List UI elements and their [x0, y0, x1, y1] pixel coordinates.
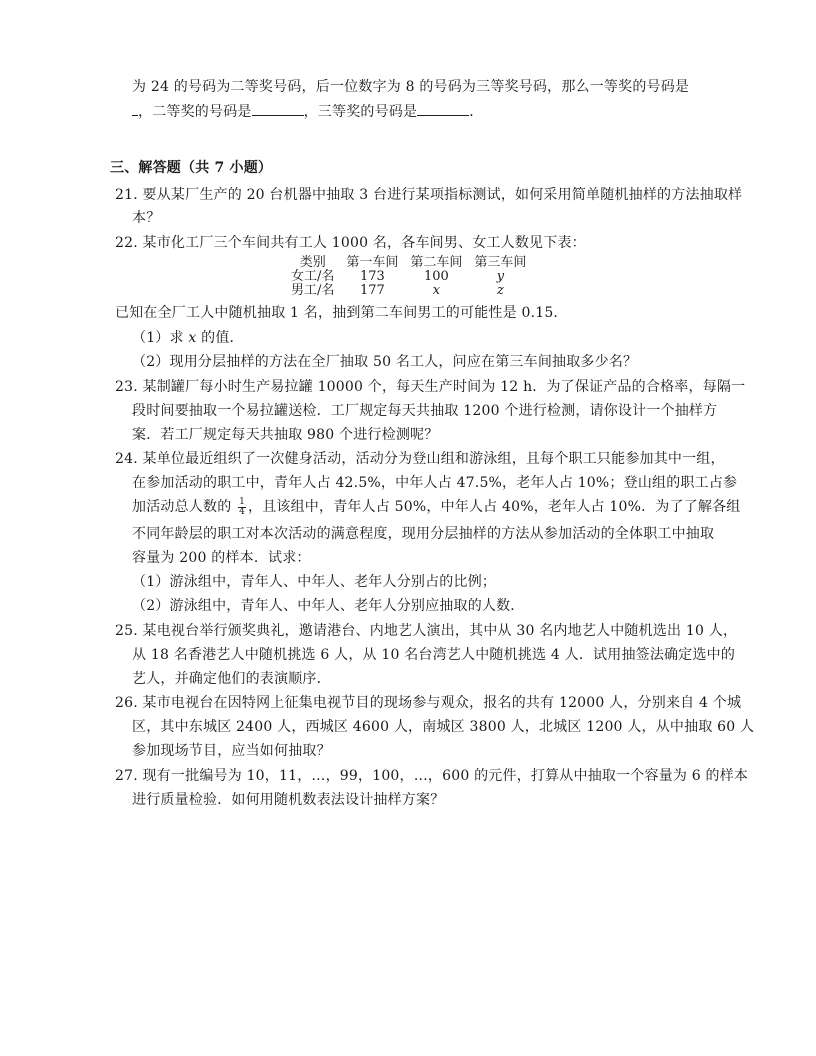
intro-line-1: 为 24 的号码为二等奖号码，后一位数字为 8 的号码为三等奖号码，那么一等奖的号码是 [132, 79, 690, 95]
q24-line-4: 不同年龄层的职工对本次活动的满意程度，现用分层抽样的方法从参加活动的全体职工中抽取 [132, 526, 715, 542]
q24-line-3 [132, 497, 741, 517]
intro-line-2c: ． [469, 104, 484, 120]
q26-line-1: 26. 某市电视台在因特网上征集电视节目的现场参与观众，报名的共有 12000 人，分别来自 4 个城 [115, 695, 742, 711]
answer-blank-second-prize[interactable] [252, 102, 304, 116]
worker-count-table [285, 256, 532, 298]
table-cell: x [432, 283, 441, 298]
q23-line-1: 23. 某制罐厂每小时生产易拉罐 10000 个，每天生产时间为 12 h．为了保证产品的合格率，每隔一 [115, 379, 746, 395]
q24-sub-2: （2）游泳组中，青年人、中年人、老年人分别应抽取的人数． [132, 598, 525, 614]
q22-sub-1 [132, 328, 244, 348]
intro-line-2b: ，三等奖的号码是 [303, 104, 418, 120]
q25-line-2: 从 18 名香港艺人中随机挑选 6 人，从 10 名台湾艺人中随机挑选 4 人．试用抽签法确定选中的 [132, 647, 736, 663]
q24-sub-1: （1）游泳组中，青年人、中年人、老年人分别占的比例； [132, 574, 497, 590]
q24-line-3-text: 加活动总人数的 [132, 499, 237, 515]
answer-blank-third-prize[interactable] [417, 102, 469, 116]
fraction-numerator: 1 [239, 496, 245, 507]
q25-line-1: 25. 某电视台举行颁奖典礼，邀请港台、内地艺人演出，其中从 30 名内地艺人中随机选出 10 人， [115, 623, 738, 639]
table-header-row [285, 256, 532, 270]
q22-sub-1-text: （1）求 [132, 330, 189, 346]
q22-sub-2: （2）现用分层抽样的方法在全厂抽取 50 名工人，问应在第三车间抽取多少名？ [132, 354, 638, 370]
q22-sub-1-text-end: 的值． [196, 330, 244, 346]
fraction-denominator: 4 [239, 506, 245, 517]
table-header: 类别 [299, 255, 326, 270]
table-cell: 173 [359, 269, 385, 284]
q23-line-2: 段时间要抽取一个易拉罐送检．工厂规定每天共抽取 1200 个进行检测，请你设计一个抽样方 [132, 403, 718, 419]
q26-line-3: 参加现场节目，应当如何抽取？ [132, 743, 331, 759]
q24-line-3-text-end: ，且该组中，青年人占 50%，中年人占 40%，老年人占 10%．为了了解各组 [248, 499, 741, 515]
q27-line-2: 进行质量检验．如何用随机数表法设计抽样方案？ [132, 792, 445, 808]
q27-line-1: 27. 现有一批编号为 10，11，…，99，100，…，600 的元件，打算从中抽取一个容量为 6 的样本 [115, 768, 749, 784]
table-header: 第三车间 [474, 255, 527, 270]
section-title: 三、解答题（共 7 小题） [110, 160, 273, 176]
q24-line-1: 24. 某单位最近组织了一次健身活动，活动分为登山组和游泳组，且每个职工只能参加其中一组， [115, 451, 725, 467]
q22-sub-1-variable: x [188, 330, 197, 346]
table-cell: 女工/名 [291, 269, 335, 284]
table-row [285, 284, 532, 298]
table-cell: 男工/名 [291, 283, 335, 298]
q26-line-2: 区，其中东城区 2400 人，西城区 4600 人，南城区 3800 人，北城区 1200 人，从中抽取 60 人 [132, 719, 755, 735]
q22-line-1: 22. 某市化工厂三个车间共有工人 1000 名，各车间男、女工人数见下表： [115, 235, 586, 251]
q23-line-3: 案．若工厂规定每天共抽取 980 个进行检测呢？ [132, 427, 439, 443]
table-cell: 100 [424, 269, 449, 284]
q24-line-5: 容量为 200 的样本．试求： [132, 550, 311, 566]
intro-line-2 [132, 102, 483, 122]
table-row [285, 270, 532, 284]
q22-line-2: 已知在全厂工人中随机抽取 1 名，抽到第二车间男工的可能性是 0.15． [115, 305, 568, 321]
table-cell: y [496, 269, 505, 284]
q21-line-1: 21. 要从某厂生产的 20 台机器中抽取 3 台进行某项指标测试，如何采用简单随机抽样的方法抽取样 [115, 187, 743, 203]
one-quarter-fraction [238, 498, 246, 517]
q21-line-2: 本？ [132, 210, 161, 226]
table-cell: z [497, 283, 504, 298]
q25-line-3: 艺人，并确定他们的表演顺序． [132, 671, 331, 687]
table-header: 第一车间 [346, 255, 399, 270]
q24-line-2: 在参加活动的职工中，青年人占 42.5%，中年人占 47.5%，老年人占 10%；登山组的职工占参 [132, 475, 738, 491]
intro-line-2a: ，二等奖的号码是 [138, 104, 252, 120]
table-cell: 177 [359, 283, 385, 298]
table-header: 第二车间 [410, 255, 463, 270]
